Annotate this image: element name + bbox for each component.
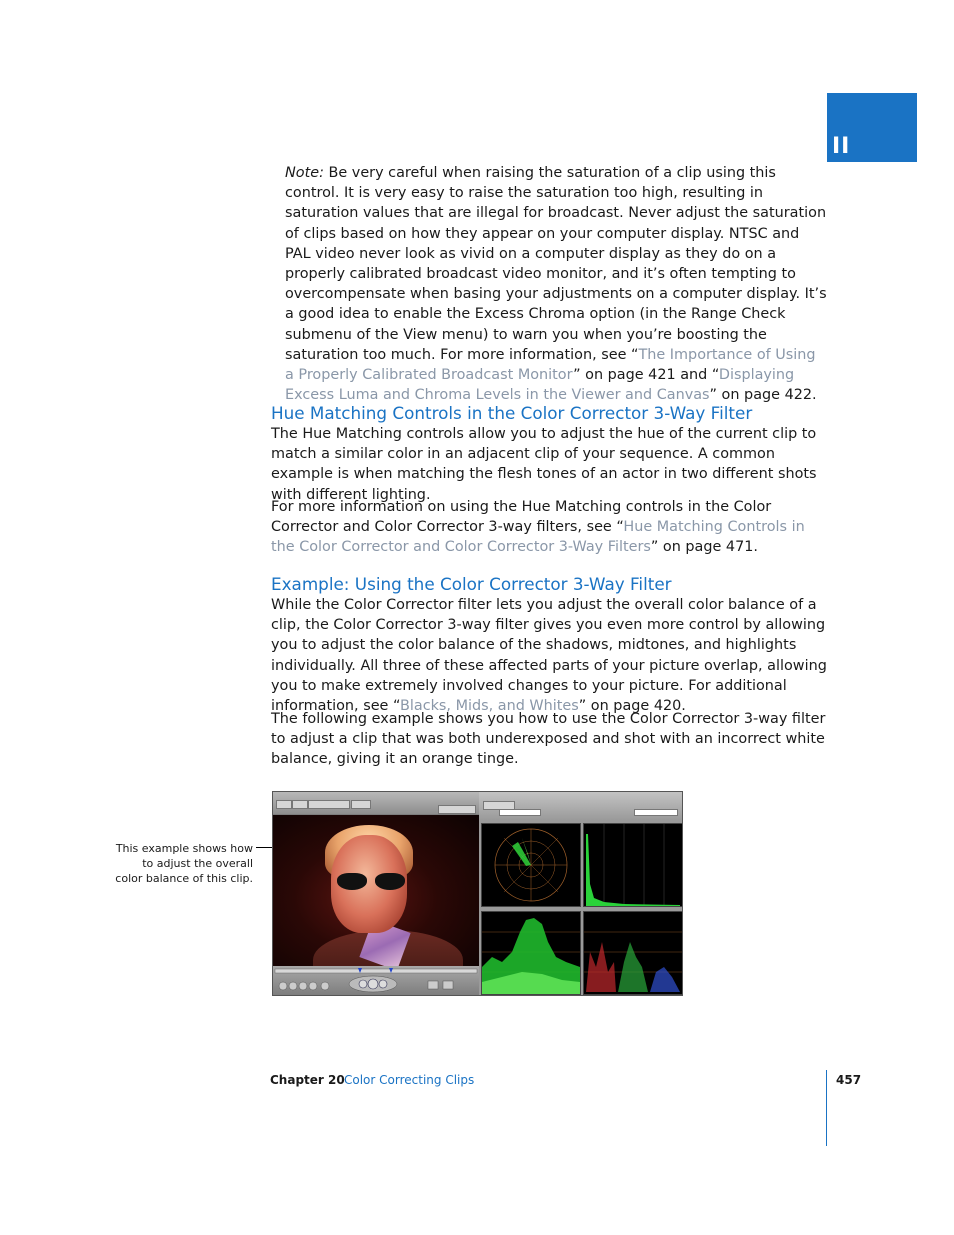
viewer-tab-motion: [351, 800, 371, 809]
sunglasses-shape: [335, 873, 407, 891]
link-calibrated-monitor[interactable]: The Importance of Using a Properly Calibrated Broadcast Monitor: [285, 346, 816, 384]
part-tab: [827, 93, 917, 162]
waveform-graph-icon: [482, 912, 580, 994]
viewer-timecode: [438, 805, 476, 814]
footer-chapter: Chapter 20: [270, 1073, 345, 1087]
figure-caption: This example shows how to adjust the overall color balance of this clip.: [115, 842, 253, 885]
link-excess-luma[interactable]: Displaying Excess Luma and Chroma Levels in the Viewer and Canvas: [285, 367, 795, 404]
vectorscope-graticule-icon: [482, 824, 580, 906]
rgb-parade-panel: [583, 911, 683, 995]
histogram-graph-icon: [584, 824, 682, 906]
footer-chapter-title[interactable]: Color Correcting Clips: [344, 1073, 475, 1087]
vectorscope-panel: [481, 823, 581, 907]
histogram-panel: [583, 823, 683, 907]
footer-rule: [826, 1070, 827, 1146]
viewer-window: [273, 792, 479, 996]
viewer-transport-controls: [273, 966, 479, 996]
hue-matching-reference: For more information on using the Hue Matching controls in the Color Corrector and Color Corrector 3-way filters, see “Hue Matching Controls in the Color Corrector and Color Corrector 3-Way Filters” on page 471.: [271, 499, 805, 556]
viewer-tab-video: [276, 800, 292, 809]
note-paragraph: Note: Be very careful when raising the saturation of a clip using this control. It is very easy to raise the saturation too high, resulting in saturation values that are illegal for broadcast. Never adjust the saturation of clips based on how they appear on your computer display. NTSC and PAL video never look as vivid on a computer display as they do on a properly calibrated broadcast video monitor, and it’s often tempting to overcompensate when basing your adjustments on a computer display. It’s a good idea to enable the Excess Chroma option (in the Range Check submenu of the View menu) to warn you when you’re boosting the saturation too much. For more information, see “The Importance of Using a Properly Calibrated Broadcast Monitor” on page 421 and “Displaying Excess Luma and Chroma Levels in the Viewer and Canvas” on page 422.: [285, 165, 827, 404]
note-label: Note:: [285, 165, 324, 181]
link-hue-matching-controls[interactable]: Hue Matching Controls in the Color Corrector and Color Corrector 3-Way Filters: [271, 519, 805, 556]
figure-screenshot: [272, 791, 683, 996]
page-number: 457: [836, 1073, 862, 1087]
section-heading-hue-matching: Hue Matching Controls in the Color Corrector 3-Way Filter: [271, 403, 753, 423]
viewer-tab-color-corrector: [308, 800, 350, 809]
viewer-tab-filters: [292, 800, 308, 809]
caption-leader-line: [256, 847, 273, 848]
viewer-titlebar: [273, 792, 479, 814]
video-scopes-window: [479, 792, 683, 996]
example-paragraph: While the Color Corrector filter lets you adjust the overall color balance of a clip, the Color Corrector 3-way filter gives you even more control by allowing you to adjust the color balance of the shadows, midtones, and highlights individually. All three of these affected parts of your picture overlap, allowing you to make extremely involved changes to your picture. For additional information, see “Blacks, Mids, and Whites” on page 420.: [271, 597, 827, 715]
scopes-titlebar: [479, 792, 683, 820]
view-select: [634, 809, 678, 816]
part-number: II: [832, 134, 851, 159]
section-heading-example: Example: Using the Color Corrector 3-Way Filter: [271, 574, 672, 594]
example-intro-paragraph: The following example shows you how to use the Color Corrector 3-way filter to adjust a clip that was both underexposed and shot with an incorrect white balance, giving it an orange tinge.: [271, 711, 826, 768]
link-blacks-mids-whites[interactable]: Blacks, Mids, and Whites: [400, 698, 579, 715]
layout-select: [499, 809, 541, 816]
hue-matching-paragraph: The Hue Matching controls allow you to adjust the hue of the current clip to match a similar color in an adjacent clip of your sequence. A common example is when matching the flesh tones of an actor in two different shots with different lighting.: [271, 426, 817, 503]
video-frame: [273, 815, 479, 966]
transport-buttons-icon: [273, 966, 479, 996]
rgb-parade-graph-icon: [584, 912, 682, 994]
waveform-panel: [481, 911, 581, 995]
